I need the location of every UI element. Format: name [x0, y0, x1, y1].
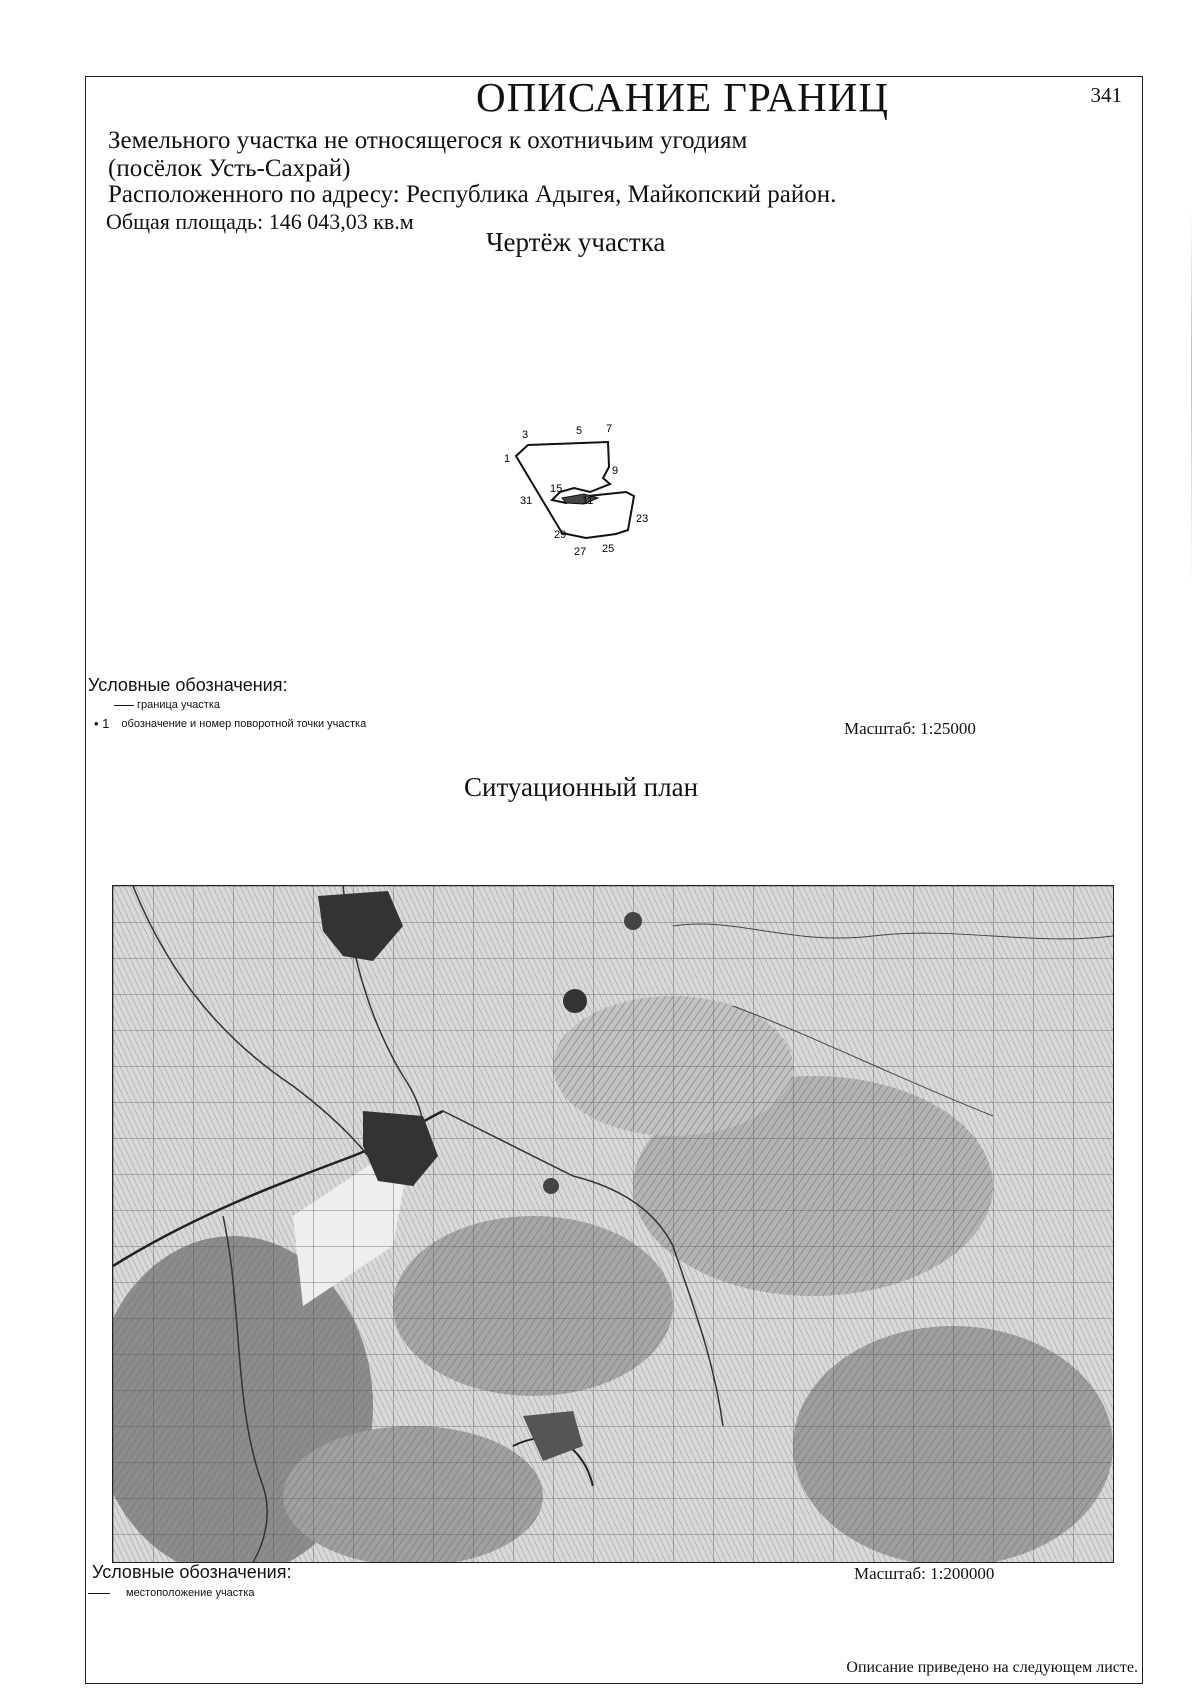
document-sheet — [85, 76, 1143, 1684]
plot-boundary-outer — [516, 442, 634, 538]
situation-map — [112, 885, 1114, 1563]
legend-title: Условные обозначения: — [88, 675, 288, 695]
legend-point-text: обозначение и номер поворотной точки участка — [121, 717, 367, 730]
point-label: 25 — [602, 543, 615, 555]
info-address: Расположенного по адресу: Республика Адыгея, Майкопский район. — [108, 181, 837, 208]
page-number: 341 — [1090, 83, 1122, 107]
point-label: 3 — [522, 429, 529, 441]
point-label: 31 — [520, 495, 533, 507]
topographic-map-image — [113, 886, 1113, 1562]
footer-note: Описание приведено на следующем листе. — [846, 1659, 1138, 1676]
plot-drawing — [466, 412, 696, 572]
info-area: Общая площадь: 146 043,03 кв.м — [106, 209, 414, 234]
legend-boundary-row — [114, 699, 220, 711]
point-label: 9 — [612, 465, 619, 477]
point-label: 5 — [576, 425, 583, 437]
point-label: 11 — [582, 495, 594, 507]
legend-boundary-text: граница участка — [137, 699, 220, 711]
legend-location-row — [88, 1587, 255, 1599]
point-label: 27 — [574, 546, 587, 558]
drawing-heading: Чертёж участка — [486, 227, 666, 257]
legend-point-row — [94, 716, 366, 731]
scan-artifact-line — [1191, 210, 1192, 590]
point-label: 15 — [550, 483, 563, 495]
map-scale: Масштаб: 1:200000 — [854, 1564, 995, 1583]
point-label: 23 — [636, 513, 649, 525]
drawing-scale: Масштаб: 1:25000 — [844, 719, 976, 738]
point-label: 1 — [504, 453, 511, 465]
boundary-line-symbol — [114, 705, 134, 706]
situation-heading: Ситуационный план — [464, 772, 699, 802]
legend-point-symbol: • 1 — [94, 716, 110, 731]
location-line-symbol — [88, 1593, 110, 1594]
legend-location-text: местоположение участка — [126, 1587, 255, 1599]
legend-title-2: Условные обозначения: — [92, 1562, 292, 1582]
page-title: ОПИСАНИЕ ГРАНИЦ — [476, 74, 889, 120]
info-line-2: (посёлок Усть-Сахрай) — [108, 155, 351, 182]
point-label: 29 — [554, 529, 567, 541]
info-line-1: Земельного участка не относящегося к охотничьим угодиям — [108, 127, 748, 154]
point-label: 7 — [606, 423, 613, 435]
